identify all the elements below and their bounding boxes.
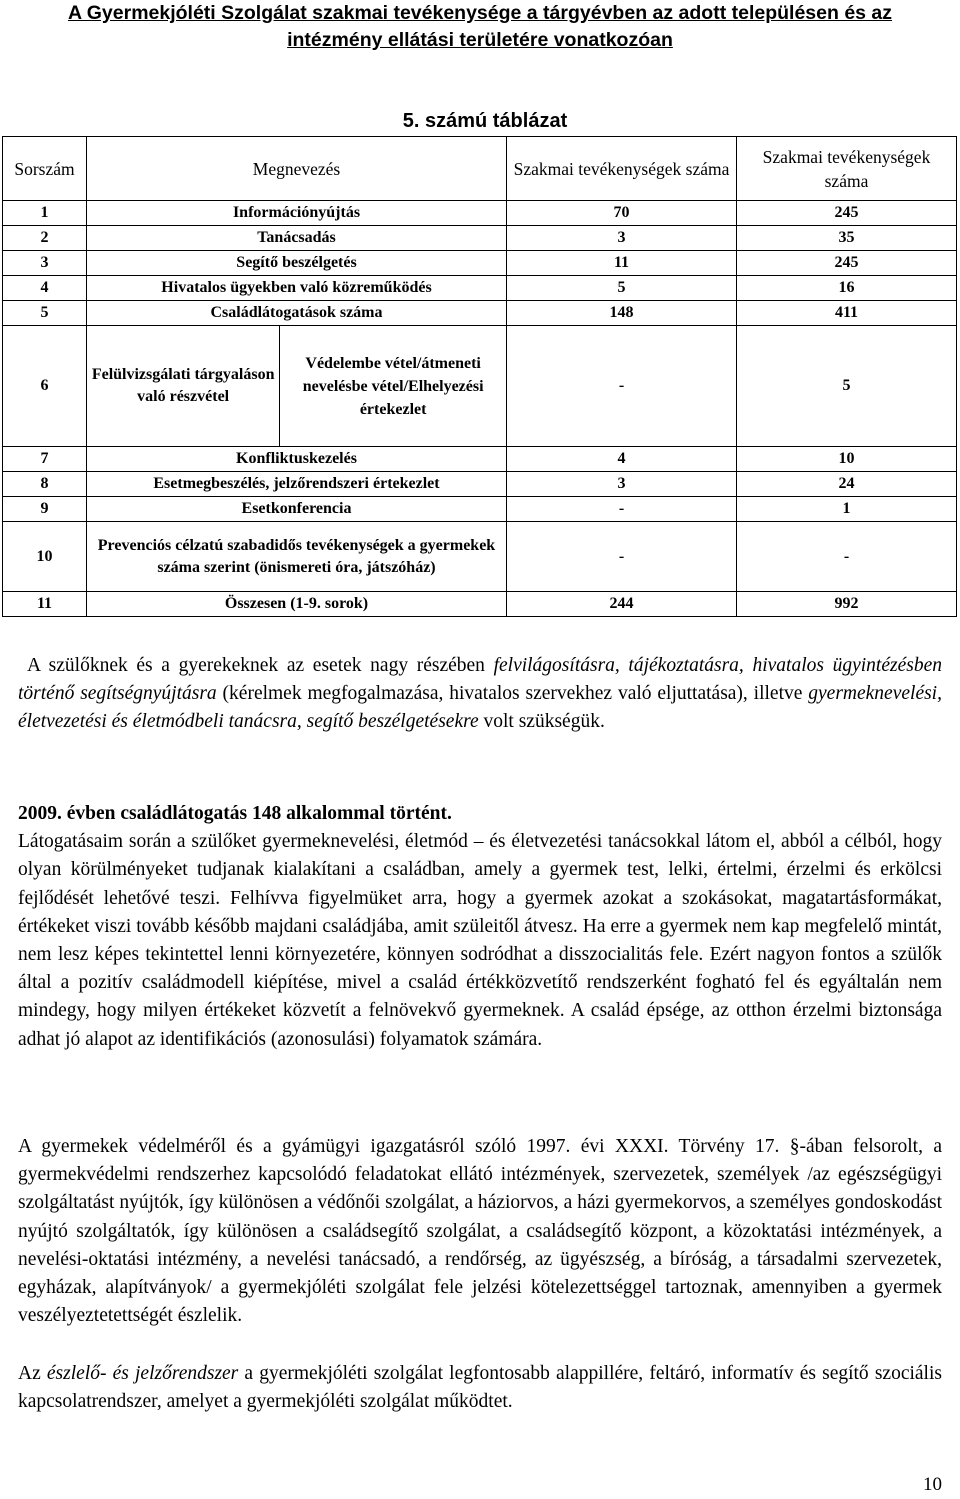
heading-line-2: intézmény ellátási területére vonatkozóan — [287, 29, 673, 51]
paragraph-family-visits — [18, 800, 942, 1054]
row-value-1: 4 — [507, 447, 737, 472]
row-value-1: - — [507, 326, 737, 447]
row-value-2: 5 — [737, 326, 957, 447]
row-number: 10 — [3, 522, 87, 592]
row-name: Esetmegbeszélés, jelzőrendszeri értekezlet — [87, 472, 507, 497]
law-text: A gyermekek védelméről és a gyámügyi igazgatásról szóló 1997. évi XXXI. Törvény 17. §-ában felsorolt, a gyermekvédelmi rendszerhez kapcsolódó feladatokat ellátó intézmények, szervezetek, személyek /az egészségügyi szolgáltatást nyújtók, így különösen a védőnői szolgálat, a háziorvos, a házi gyermekorvos, a személyes gondoskodást nyújtó szolgáltatók, így különösen a családsegítő szolgálat, a családsegítő központ, a közoktatási intézmények, a nevelési-oktatási intézmény, a nevelési tanácsadó, a rendőrség, az ügyészség, a bíróság, a társadalmi szervezetek, egyházak, alapítványok/ a gyermekjóléti szolgálat fele jelzési kötelezettséggel tartoznak, amennyiben a gyermek veszélyeztetettségét észlelik. — [18, 1136, 942, 1327]
row-name-split — [87, 326, 507, 447]
row-value-2: - — [737, 522, 957, 592]
row-number: 6 — [3, 326, 87, 447]
row-name: Segítő beszélgetés — [87, 251, 507, 276]
row-value-2: 411 — [737, 301, 957, 326]
page-number: 10 — [923, 1474, 942, 1495]
row-name: Összesen (1-9. sorok) — [87, 592, 507, 617]
row-number: 4 — [3, 276, 87, 301]
text-segment: a gyermekjóléti szolgálat legfontosabb alappillére, feltáró, informatív és segítő szociális kapcsolatrendszer, amelyet a gyermekjóléti szolgálat működtet. — [18, 1363, 942, 1413]
row-value-1: 148 — [507, 301, 737, 326]
table-row-total — [3, 592, 957, 617]
page-heading — [0, 0, 960, 54]
header-tevekenysegek-2: Szakmai tevékenységek száma — [737, 137, 957, 201]
text-segment: (kérelmek megfogalmazása, hivatalos szervekhez való eljuttatása), illetve — [216, 683, 809, 705]
table-row — [3, 251, 957, 276]
row-number: 1 — [3, 201, 87, 226]
table-row — [3, 301, 957, 326]
row-value-1: 70 — [507, 201, 737, 226]
row-name: Prevenciós célzatú szabadidős tevékenységek a gyermekek száma szerint (önismereti óra, játszóház) — [87, 522, 507, 592]
row-value-1: 3 — [507, 226, 737, 251]
row-value-2: 10 — [737, 447, 957, 472]
row-number: 11 — [3, 592, 87, 617]
row-number: 2 — [3, 226, 87, 251]
row-subname-right: Védelembe vétel/átmeneti nevelésbe vétel/Elhelyezési értekezlet — [279, 326, 506, 446]
row-value-1: 11 — [507, 251, 737, 276]
row-value-1: 5 — [507, 276, 737, 301]
row-number: 3 — [3, 251, 87, 276]
row-number: 8 — [3, 472, 87, 497]
text-segment: A szülőknek és a gyerekeknek az esetek nagy részében — [27, 655, 494, 676]
row-value-2: 992 — [737, 592, 957, 617]
row-subname-left: Felülvizsgálati tárgyaláson való részvétel — [91, 366, 275, 405]
table-row — [3, 447, 957, 472]
row-value-2: 1 — [737, 497, 957, 522]
text-segment-italic: felvilágosításra, tájékoztatásra, hivatalos ügyintézésben történő segítségnyújtásra — [18, 655, 942, 705]
table-row — [3, 472, 957, 497]
header-tevekenysegek-1: Szakmai tevékenységek száma — [507, 137, 737, 201]
paragraph-signal-system — [18, 1360, 942, 1416]
row-value-2: 245 — [737, 251, 957, 276]
row-value-1: - — [507, 522, 737, 592]
row-number: 5 — [3, 301, 87, 326]
row-value-2: 35 — [737, 226, 957, 251]
row-name: Tanácsadás — [87, 226, 507, 251]
table-row — [3, 522, 957, 592]
row-number: 7 — [3, 447, 87, 472]
text-segment: volt szükségük. — [478, 711, 605, 733]
paragraph-law — [18, 1133, 942, 1330]
row-name: Információnyújtás — [87, 201, 507, 226]
row-name: Hivatalos ügyekben való közreműködés — [87, 276, 507, 301]
table-title: 5. számú táblázat — [402, 110, 568, 132]
heading-line-1: A Gyermekjóléti Szolgálat szakmai tevékenysége a tárgyévben az adott településen és az — [67, 2, 893, 24]
activity-table — [2, 136, 957, 617]
table-row — [3, 276, 957, 301]
table-row — [3, 226, 957, 251]
row-value-2: 16 — [737, 276, 957, 301]
header-sorszam: Sorszám — [3, 137, 87, 201]
text-segment-italic: észlelő- és jelzőrendszer — [46, 1363, 239, 1384]
text-segment-italic: gyermeknevelési, életvezetési és életmódbeli tanácsra, segítő beszélgetésekre — [18, 683, 942, 733]
row-value-1: 244 — [507, 592, 737, 617]
text-segment: Az — [18, 1363, 47, 1384]
row-name: Esetkonferencia — [87, 497, 507, 522]
row-number: 9 — [3, 497, 87, 522]
row-name: Konfliktuskezelés — [87, 447, 507, 472]
header-megnevezes: Megnevezés — [87, 137, 507, 201]
row-value-1: 3 — [507, 472, 737, 497]
paragraph-needs — [18, 652, 942, 737]
table-header-row — [3, 137, 957, 201]
family-visit-summary: 2009. évben családlátogatás 148 alkalommal történt. — [18, 803, 452, 824]
row-value-2: 245 — [737, 201, 957, 226]
row-value-1: - — [507, 497, 737, 522]
row-name: Családlátogatások száma — [87, 301, 507, 326]
table-row — [3, 497, 957, 522]
row-value-2: 24 — [737, 472, 957, 497]
table-row — [3, 326, 957, 447]
table-row — [3, 201, 957, 226]
family-visit-text: Látogatásaim során a szülőket gyermeknevelési, életmód – és életvezetési tanácsokkal látom el, abból a célból, hogy olyan körülményeket tudjanak kialakítani a családban, amely a gyermek test, lelki, értelmi, érzelmi és erkölcsi fejlődését lehetővé teszi. Felhívva figyelmüket arra, hogy a gyermek azokat a szokásokat, magatartásformákat, értékeket viszi tovább később majdani családjába, amit szüleitől átvesz. Ha erre a gyermek nem kap megfelelő mintát, nem lesz képes tekintettel lenni környezetére, könnyen sodródhat a disszocialitás fele. Ezért nagyon fontos a szülők által a pozitív családmodell kiépítése, mivel a család értékközvetítő rendszerként fogható fel és egyáltalán nem mindegy, hogy milyen értékeket közvetít a felnövekvő gyermeknek. A család épsége, az otthon érzelmi biztonsága adhat jó alapot az identifikációs (azonosulási) folyamatok számára. — [18, 831, 942, 1050]
